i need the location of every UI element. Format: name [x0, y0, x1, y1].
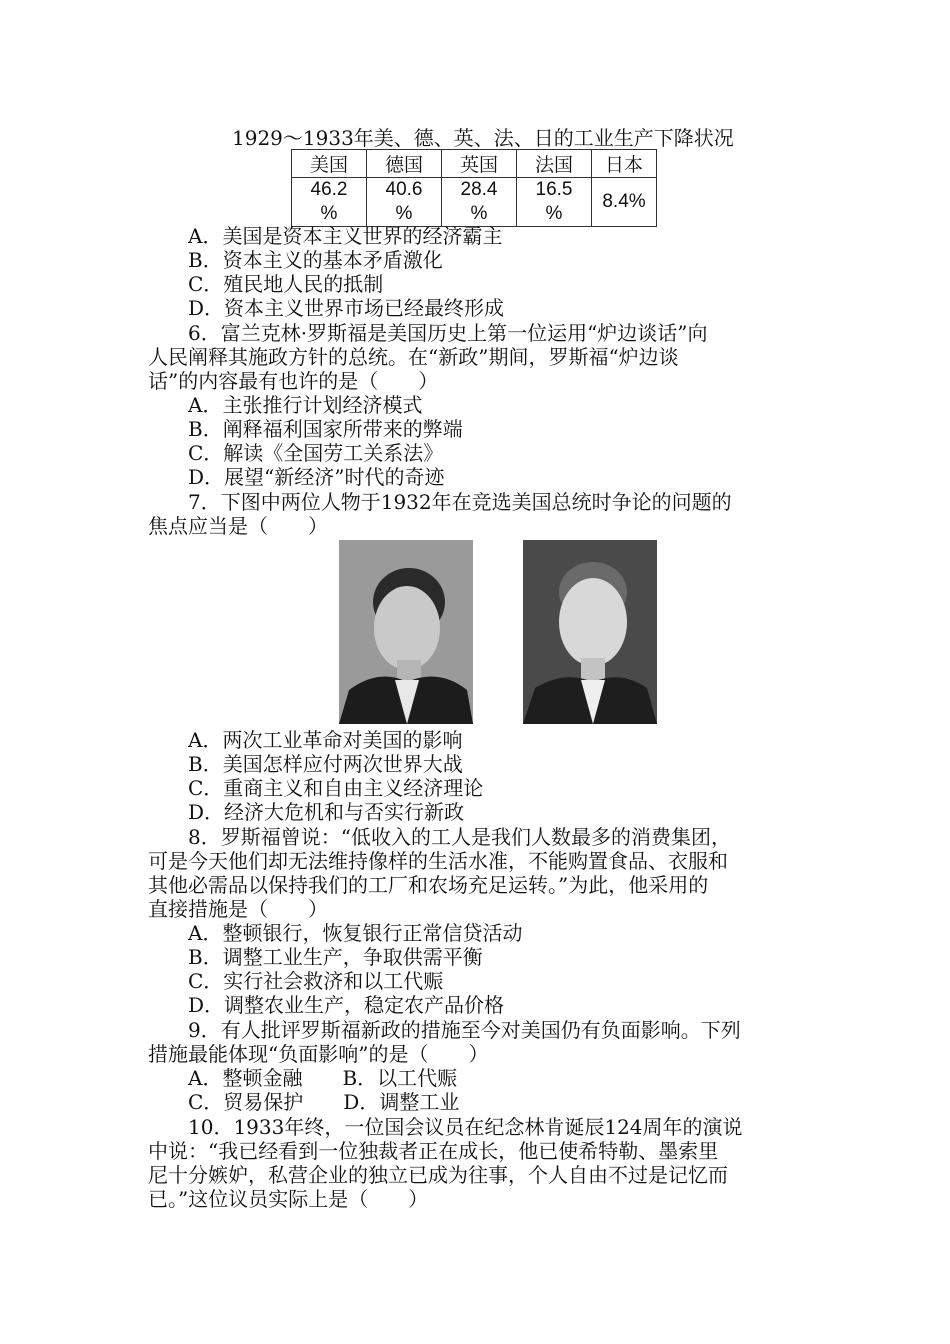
- q7-stem: 7．下图中两位人物于1932年在竞选美国总统时争论的问题的: [188, 490, 732, 514]
- q6-stem: 话”的内容最有也许的是（ ）: [148, 369, 439, 393]
- q9-stem: 9．有人批评罗斯福新政的措施至今对美国仍有负面影响。下列: [188, 1018, 741, 1042]
- q8-stem: 可是今天他们却无法维持像样的生活水准，不能购置食品、衣服和: [148, 849, 728, 873]
- q8-option-c: C．实行社会救济和以工代赈: [188, 969, 444, 993]
- q7-option-b: B．美国怎样应付两次世界大战: [188, 752, 463, 776]
- q10-stem: 尼十分嫉妒，私营企业的独立已成为往事，个人自由不过是记忆而: [148, 1163, 728, 1187]
- q6-stem: 人民阐释其施政方针的总统。在“新政”期间，罗斯福“炉边谈: [148, 345, 679, 369]
- q5-option-a: A．美国是资本主义世界的经济霸主: [188, 224, 503, 248]
- q6-option-c: C．解读《全国劳工关系法》: [188, 441, 444, 465]
- cell-unit: %: [395, 203, 413, 224]
- table-header-cell: 英国: [442, 150, 517, 178]
- q10-stem: 中说：“我已经看到一位独裁者正在成长，他已使希特勒、墨索里: [148, 1139, 719, 1163]
- q8-option-b: B．调整工业生产，争取供需平衡: [188, 945, 483, 969]
- q10-stem: 已。”这位议员实际上是（ ）: [148, 1187, 429, 1211]
- cell-value: 46.2: [310, 179, 348, 200]
- table-cell: [442, 178, 517, 227]
- table-header-row: [292, 150, 657, 178]
- q7-option-d: D．经济大危机和与否实行新政: [188, 800, 465, 824]
- q8-option-d: D．调整农业生产，稳定农产品价格: [188, 993, 505, 1017]
- q8-option-a: A．整顿银行，恢复银行正常信贷活动: [188, 921, 523, 945]
- q6-option-a: A．主张推行计划经济模式: [188, 393, 423, 417]
- table-row: [292, 178, 657, 227]
- q6-option-b: B．阐释福利国家所带来的弊端: [188, 417, 463, 441]
- q7-option-a: A．两次工业革命对美国的影响: [188, 728, 463, 752]
- q7-stem: 焦点应当是（ ）: [148, 514, 328, 538]
- q8-stem: 直接措施是（ ）: [148, 897, 328, 921]
- table-cell: [292, 178, 367, 227]
- table-cell: [367, 178, 442, 227]
- q8-stem: 其他必需品以保持我们的工厂和农场充足运转。”为此，他采用的: [148, 873, 709, 897]
- table-cell: [517, 178, 592, 227]
- table-header-cell: 日本: [592, 150, 657, 178]
- cell-unit: %: [320, 203, 338, 224]
- production-decline-table: [291, 149, 657, 227]
- q9-options-cd: C．贸易保护 D．调整工业: [188, 1090, 460, 1114]
- q6-stem: 6．富兰克林·罗斯福是美国历史上第一位运用“炉边谈话”向: [188, 321, 708, 345]
- q9-stem: 措施最能体现“负面影响”的是（ ）: [148, 1042, 489, 1066]
- cell-value: 40.6: [385, 179, 423, 200]
- portrait-photo-left: [339, 540, 473, 724]
- table-header-cell: 德国: [367, 150, 442, 178]
- portrait-photo-right: [523, 540, 657, 724]
- table-header-cell: 美国: [292, 150, 367, 178]
- q9-options-ab: A．整顿金融 B．以工代赈: [188, 1066, 458, 1090]
- cell-value: 8.4%: [602, 191, 646, 212]
- cell-unit: %: [470, 203, 488, 224]
- cell-value: 28.4: [460, 179, 498, 200]
- cell-value: 16.5: [535, 179, 573, 200]
- q7-option-c: C．重商主义和自由主义经济理论: [188, 776, 484, 800]
- q10-stem: 10．1933年终，一位国会议员在纪念林肯诞辰124周年的演说: [188, 1115, 743, 1139]
- cell-unit: %: [545, 203, 563, 224]
- q6-option-d: D．展望“新经济”时代的奇迹: [188, 465, 445, 489]
- q5-option-b: B．资本主义的基本矛盾激化: [188, 248, 443, 272]
- table-header-cell: 法国: [517, 150, 592, 178]
- q5-option-c: C．殖民地人民的抵制: [188, 272, 384, 296]
- table-caption: 1929～1933年美、德、英、法、日的工业生产下降状况: [232, 126, 734, 150]
- table-cell: [592, 178, 657, 227]
- q8-stem: 8．罗斯福曾说：“低收入的工人是我们人数最多的消费集团，: [188, 825, 731, 849]
- q5-option-d: D．资本主义世界市场已经最终形成: [188, 296, 505, 320]
